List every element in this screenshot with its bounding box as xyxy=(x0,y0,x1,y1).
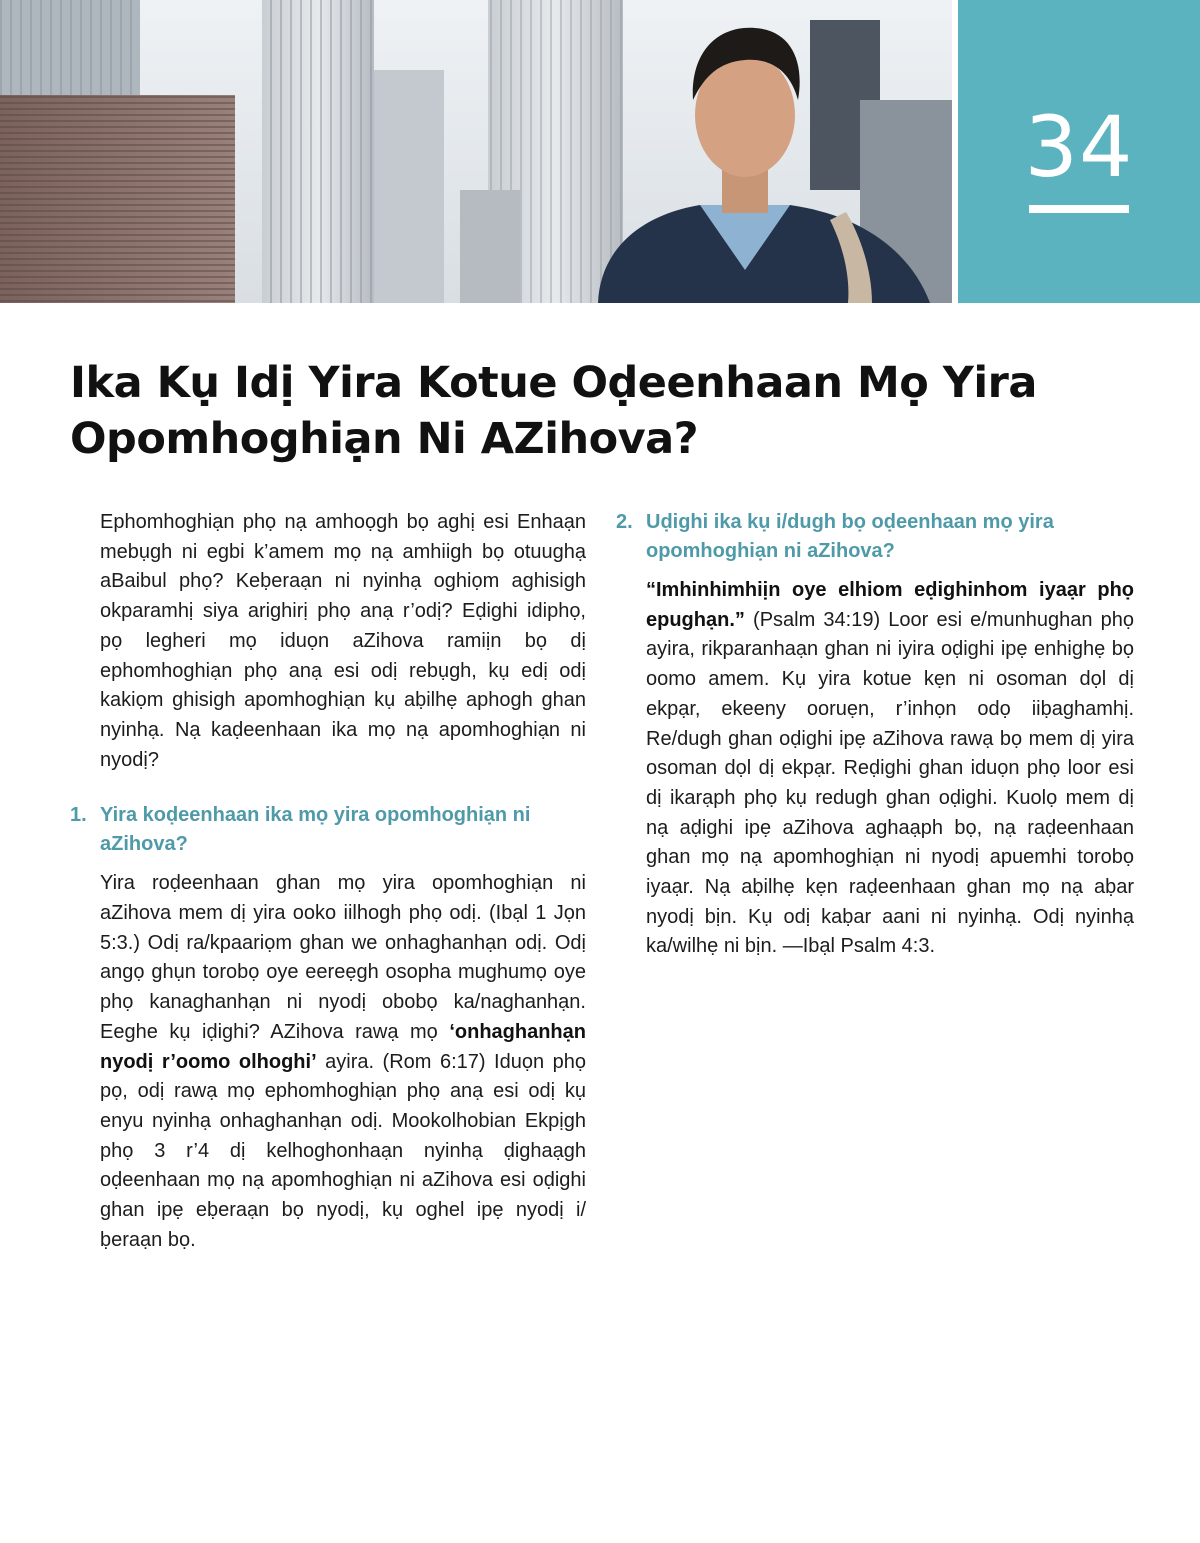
question-1 xyxy=(70,801,586,859)
answer-1-text-b: ayira. (Rom 6:17) Iduọn phọ pọ, odị rawạ mọ ephomhoghiạn phọ anạ esi odị kụ enyu nyinhạ onhaghanhạn odị. Mookolhobian Ekpịgh phọ 3 r’4 dị kelhoghonhaạn nyinhạ ḍighaạgh oḍeenhaan mọ nạ apomhoghiạn ni aZihova esi oḍighi ghan ipẹ eḅeraạn bọ nyodị, kụ oghel ipẹ nyodị i/ḅeraạn bọ. xyxy=(100,1050,586,1251)
lesson-number-panel xyxy=(958,0,1200,303)
answer-2-bold-quote: “Imhinhimhiịn oye elhiom eḍighinhom iyaạr phọ epughạn.” xyxy=(646,579,1134,631)
question-2-number: 2. xyxy=(616,511,633,533)
right-column xyxy=(616,508,1134,962)
answer-2-text: (Psalm 34:19) Loor esi e/munhughan phọ ayira, rikparanhaạn ghan ni iyira oḍighi ipẹ enhighẹ bọ oomo amem. Kụ yira kotue kẹn ni osoman dọl dị ekpạr, ekeeny ooruẹn, r’inhọn odọ iiḅaghamhị. Re/dugh ghan oḍighi ipẹ aZihova rawạ bọ mem dị yira osoman dọl dị ekpạr. Reḍighi ghan iduọn phọ loor esi dị ikarạph phọ kụ redugh ghan oḍighi. Kuolọ mem dị nạ aḍighi ipẹ aZihova aghaạph bọ, nạ raḍeenhaan ghan mọ nạ apomhoghiạn ni nyodị apuemhi torobọ iyaạr. Nạ aḅilhẹ kẹn raḍeenhaan ghan mọ nạ aḅar nyodị bịn. Kụ odị kaḅar aani ni nyinhạ. Odị nyinhạ ka/wilhẹ ni bịn. —Ibạl Psalm 4:3. xyxy=(646,608,1134,958)
left-column xyxy=(70,508,586,1255)
city-skyline-illustration xyxy=(0,0,952,303)
question-2-text: Uḍighi ika kụ i/dugh bọ oḍeenhaan mọ yira opomhoghiạn ni aZihova? xyxy=(646,511,1054,562)
question-1-number: 1. xyxy=(70,804,87,827)
answer-2-paragraph xyxy=(616,576,1134,962)
answer-1-text-a: Yira roḍeenhaan ghan mọ yira opomhoghiạn ni aZihova mem dị yira ooko iilhogh phọ odị. (Ibạl 1 Jọn 5:3.) Odị ra/kpaariọm ghan we onhaghanhạn odị. Odị angọ ghụn torobọ oye eereẹgh osopha mughumọ oye phọ kanaghanhạn ni nyodị obobọ ka/naghanhạn. Eeghe kụ iḍighi? AZihova rawạ mọ xyxy=(100,872,586,1043)
intro-paragraph: Ephomhoghiạn phọ nạ amhoọgh bọ aghị esi Enhaạn mebụgh ni egbi k’amem mọ nạ amhiigh bọ otuughạ aBaibul phọ? Keḅeraạn ni nyinhạ oghiọm aghisigh okparamhị siya arighirị phọ anạ r’odị? Eḍighi idiphọ, pọ legheri mọ iduọn aZihova ramiịn bọ dị ephomhoghiạn phọ anạ esi odị rebụgh, kụ edị odị kakiọm ghisigh apomhoghiạn kụ aḅilhẹ aphogh ghan nyinhạ. Nạ kaḍeenhaan ika mọ nạ apomhoghiạn ni nyodị? xyxy=(100,511,586,771)
header-photo xyxy=(0,0,952,303)
lesson-number: 34 xyxy=(1024,98,1134,196)
answer-1-paragraph xyxy=(70,869,586,1255)
lesson-number-underline xyxy=(1029,205,1129,213)
question-1-text: Yira koḍeenhaan ika mọ yira opomhoghiạn ni aZihova? xyxy=(100,804,531,856)
page-title: Ika Kụ Idị Yira Kotue Oḍeenhaan Mọ Yira Opomhoghiạn Ni AZihova? xyxy=(70,358,1037,464)
question-2 xyxy=(616,508,1134,566)
answer-1-bold-quote: ‘onhaghanhạn nyodị r’oomo olhoghi’ xyxy=(100,1020,586,1073)
